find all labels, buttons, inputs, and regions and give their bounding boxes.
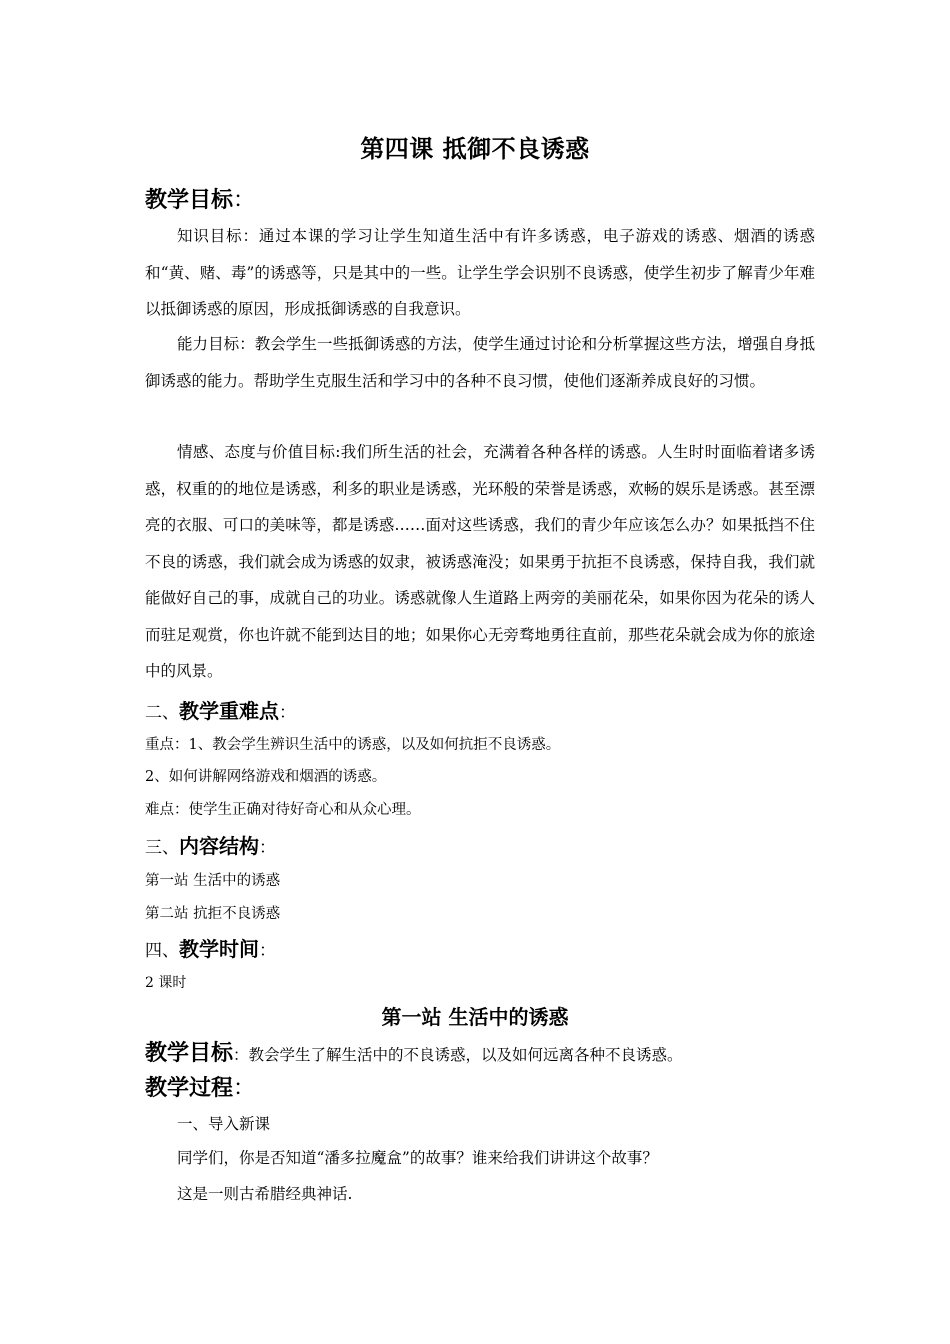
section-number: 三、 — [145, 838, 179, 858]
structure-item-2: 第二站 抗拒不良诱惑 — [145, 906, 281, 922]
section-number: 四、 — [145, 941, 179, 961]
section-heading-colon: ： — [259, 941, 276, 961]
key-point-2: 2、如何讲解网络游戏和烟酒的诱惑。 — [145, 769, 387, 785]
process-heading — [145, 1074, 255, 1104]
time-value: 2 课时 — [145, 975, 187, 991]
section-structure-heading — [145, 832, 276, 862]
section-time-heading — [145, 935, 276, 965]
process-line-2: 这是一则古希腊经典神话. — [177, 1185, 353, 1203]
key-point-1: 重点：1、教会学生辨识生活中的诱惑，以及如何抗拒不良诱惑。 — [145, 737, 561, 753]
process-heading-colon: ： — [233, 1076, 256, 1101]
section-heading-text: 教学重难点 — [179, 699, 279, 723]
process-line-1: 同学们，你是否知道“潘多拉魔盒”的故事？谁来给我们讲讲这个故事？ — [177, 1149, 658, 1167]
station1-goal-label: 教学目标 — [145, 1041, 234, 1066]
objectives-heading-text: 教学目标 — [145, 188, 234, 213]
structure-item-1: 第一站 生活中的诱惑 — [145, 873, 281, 889]
station1-goal — [145, 1038, 683, 1071]
section-number: 二、 — [145, 703, 179, 723]
section-heading-text: 教学时间 — [179, 937, 259, 961]
section-heading-colon: ： — [259, 838, 276, 858]
emotion-goal-paragraph: 情感、态度与价值目标:我们所生活的社会，充满着各种各样的诱惑。人生时时面临着诸多诱惑，权重的的地位是诱惑，利多的职业是诱惑，光环般的荣誉是诱惑，欢畅的娱乐是诱惑。甚至漂亮的衣服、可口的美味等，都是诱惑……面对这些诱惑，我们的青少年应该怎么办？如果抵挡不住不良的诱惑，我们就会成为诱惑的奴隶，被诱惑淹没；如果勇于抗拒不良诱惑，保持自我，我们就能做好自己的事，成就自己的功业。诱惑就像人生道路上两旁的美丽花朵，如果你因为花朵的诱人而驻足观赏，你也许就不能到达目的地；如果你心无旁骛地勇往直前，那些花朵就会成为你的旅途中的风景。 — [145, 443, 815, 680]
section-heading-text: 内容结构 — [179, 834, 259, 858]
knowledge-goal-paragraph: 知识目标：通过本课的学习让学生知道生活中有许多诱惑，电子游戏的诱惑、烟酒的诱惑和“黄、赌、毒”的诱惑等，只是其中的一些。让学生学会识别不良诱惑，使学生初步了解青少年难以抵御诱惑的原因，形成抵御诱惑的自我意识。 — [145, 227, 815, 318]
station1-title: 第一站 生活中的诱惑 — [381, 1005, 569, 1029]
difficult-point: 难点：使学生正确对待好奇心和从众心理。 — [145, 802, 421, 818]
objectives-heading-colon: ： — [233, 188, 256, 213]
station1-goal-text: ：教会学生了解生活中的不良诱惑，以及如何远离各种不良诱惑。 — [233, 1046, 683, 1064]
process-step-1: 一、导入新课 — [177, 1115, 271, 1133]
lesson-title: 第四课 抵御不良诱惑 — [360, 135, 590, 163]
section-key-difficult-heading — [145, 697, 296, 727]
process-heading-text: 教学过程 — [145, 1076, 234, 1101]
objectives-heading — [145, 186, 255, 216]
section-heading-colon: ： — [279, 703, 296, 723]
ability-goal-paragraph: 能力目标：教会学生一些抵御诱惑的方法，使学生通过讨论和分析掌握这些方法，增强自身抵御诱惑的能力。帮助学生克服生活和学习中的各种不良习惯，使他们逐渐养成良好的习惯。 — [145, 335, 815, 390]
